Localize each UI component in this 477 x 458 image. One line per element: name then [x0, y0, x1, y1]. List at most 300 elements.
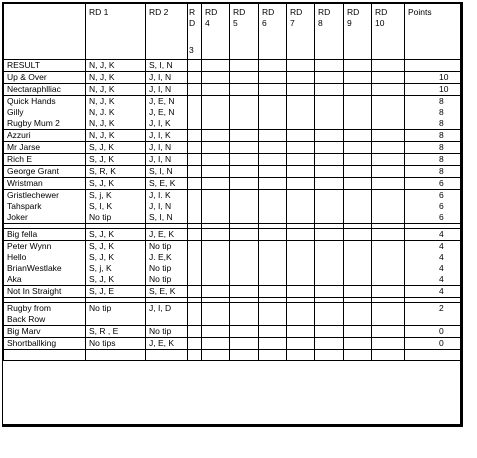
empty-round-cell [202, 229, 230, 241]
tip-rd1: No tips [89, 338, 116, 348]
cell-rd1 [86, 142, 146, 154]
empty-round-cell [230, 142, 259, 154]
cell-points [405, 96, 462, 130]
empty-round-cell [202, 154, 230, 166]
empty-round-cell [372, 326, 405, 338]
empty-round-cell [188, 130, 202, 142]
table-row [4, 96, 462, 130]
empty-round-cell [259, 60, 287, 72]
points-value: 4 [439, 241, 444, 251]
cell-points [405, 229, 462, 241]
empty-cell [86, 350, 146, 361]
cell-rd1 [86, 96, 146, 130]
empty-round-cell [315, 178, 344, 190]
cell-points [405, 72, 462, 84]
cell-points [405, 178, 462, 190]
empty-round-cell [188, 178, 202, 190]
empty-round-cell [259, 72, 287, 84]
table-row [4, 60, 462, 72]
header-rd3-bot: 3 [189, 45, 194, 55]
cell-rd1 [86, 178, 146, 190]
cell-points [405, 166, 462, 178]
tip-rd2: J, E, K [149, 229, 175, 239]
header-rd1: RD 1 [86, 4, 146, 60]
header-rd3-mid: D [189, 18, 196, 28]
empty-round-cell [372, 286, 405, 298]
tip-rd1: S, J, K [89, 241, 115, 251]
cell-rd2 [146, 326, 188, 338]
points-value: 8 [439, 166, 444, 176]
empty-round-cell [230, 96, 259, 130]
tip-rd2: J, E, N [149, 96, 175, 106]
cell-rd2 [146, 84, 188, 96]
participant-name: Hello [7, 252, 27, 262]
tip-rd1: S, J, K [89, 178, 115, 188]
tip-rd2: J, I, N [149, 154, 172, 164]
empty-round-cell [259, 241, 287, 286]
points-value [439, 60, 461, 71]
points-value: 6 [439, 201, 444, 211]
empty-round-cell [372, 166, 405, 178]
tip-rd1: N, J, K [89, 84, 115, 94]
empty-cell [4, 350, 86, 361]
empty-round-cell [230, 60, 259, 72]
empty-round-cell [344, 286, 372, 298]
header-rd4-a: RD [205, 7, 218, 17]
empty-round-cell [315, 72, 344, 84]
empty-round-cell [372, 338, 405, 350]
tip-rd1: N, J, K [89, 130, 115, 140]
table-row [4, 166, 462, 178]
empty-round-cell [315, 154, 344, 166]
empty-round-cell [344, 229, 372, 241]
points-value: 8 [439, 107, 444, 117]
header-rd6 [259, 4, 287, 60]
empty-cell [188, 350, 202, 361]
table-row [4, 338, 462, 350]
empty-round-cell [259, 84, 287, 96]
header-rd3 [188, 4, 202, 60]
points-value: 6 [439, 212, 444, 222]
empty-round-cell [344, 84, 372, 96]
header-name [4, 4, 86, 60]
empty-round-cell [287, 241, 315, 286]
empty-round-cell [315, 303, 344, 326]
header-rd3-top: R [189, 7, 196, 17]
cell-rd2 [146, 130, 188, 142]
empty-round-cell [202, 326, 230, 338]
header-points: Points [405, 4, 462, 60]
participant-name: Azzuri [7, 130, 31, 140]
empty-round-cell [315, 84, 344, 96]
cell-name [4, 303, 86, 326]
table-row [4, 303, 462, 326]
empty-round-cell [202, 303, 230, 326]
tip-rd2: S, I, N [149, 166, 173, 176]
table-row [4, 130, 462, 142]
participant-name: Big Marv [7, 326, 41, 336]
empty-round-cell [202, 166, 230, 178]
points-value: 4 [439, 286, 444, 296]
header-rd8-b: 8 [318, 18, 323, 28]
cell-name [4, 178, 86, 190]
empty-round-cell [344, 166, 372, 178]
empty-round-cell [230, 326, 259, 338]
participant-name: Mr Jarse [7, 142, 41, 152]
cell-rd2 [146, 166, 188, 178]
empty-round-cell [315, 130, 344, 142]
tip-rd2: S, E, K [149, 178, 176, 188]
empty-round-cell [202, 130, 230, 142]
cell-points [405, 60, 462, 72]
cell-rd2 [146, 303, 188, 326]
tip-rd2: J, I, N [149, 84, 172, 94]
table-row [4, 154, 462, 166]
cell-name [4, 84, 86, 96]
tipping-table [3, 3, 462, 361]
header-rd2: RD 2 [146, 4, 188, 60]
cell-name [4, 229, 86, 241]
empty-round-cell [287, 326, 315, 338]
empty-round-cell [287, 96, 315, 130]
cell-rd2 [146, 60, 188, 72]
empty-round-cell [372, 96, 405, 130]
header-rd10-b: 10 [375, 18, 385, 28]
empty-round-cell [315, 241, 344, 286]
empty-round-cell [188, 286, 202, 298]
participant-name: Shortballking [7, 338, 57, 348]
cell-name [4, 154, 86, 166]
cell-points [405, 154, 462, 166]
points-value: 4 [439, 263, 444, 273]
participant-name-line2: Back Row [7, 314, 46, 324]
participant-name: Not In Straight [7, 286, 62, 296]
cell-name [4, 96, 86, 130]
empty-round-cell [259, 303, 287, 326]
empty-round-cell [372, 84, 405, 96]
points-value: 4 [439, 229, 444, 239]
tip-rd1: S, J, K [89, 274, 115, 284]
empty-round-cell [287, 229, 315, 241]
participant-name: BrianWestlake [7, 263, 62, 273]
cell-name [4, 166, 86, 178]
tip-rd2: J, I, N [149, 201, 172, 211]
tip-rd1: S, j, K [89, 263, 112, 273]
empty-round-cell [372, 72, 405, 84]
empty-round-cell [230, 84, 259, 96]
empty-round-cell [287, 286, 315, 298]
empty-cell [202, 350, 230, 361]
tip-rd2: J, E, K [149, 338, 175, 348]
participant-name: Big fella [7, 229, 38, 239]
tip-rd2: J, I, D [149, 303, 172, 313]
tip-rd1: No tip [89, 303, 112, 313]
empty-round-cell [344, 326, 372, 338]
tip-rd2: No tip [149, 263, 172, 273]
empty-round-cell [230, 303, 259, 326]
empty-cell [405, 350, 462, 361]
table-row [4, 178, 462, 190]
cell-rd1 [86, 190, 146, 224]
table-row [4, 229, 462, 241]
empty-round-cell [344, 303, 372, 326]
empty-round-cell [259, 154, 287, 166]
empty-round-cell [188, 241, 202, 286]
header-rd4 [202, 4, 230, 60]
empty-round-cell [230, 229, 259, 241]
empty-round-cell [315, 142, 344, 154]
tip-rd1: N, J, K [89, 72, 115, 82]
tip-rd2: S, E, K [149, 286, 176, 296]
table-row [4, 72, 462, 84]
empty-round-cell [344, 142, 372, 154]
empty-cell [287, 350, 315, 361]
empty-round-cell [287, 84, 315, 96]
tip-rd1: S, J, K [89, 229, 115, 239]
cell-name [4, 286, 86, 298]
empty-round-cell [230, 154, 259, 166]
points-value: 8 [439, 130, 444, 140]
empty-round-cell [188, 166, 202, 178]
tip-rd1: S, j, K [89, 190, 112, 200]
cell-rd1 [86, 166, 146, 178]
empty-round-cell [372, 130, 405, 142]
cell-rd1 [86, 303, 146, 326]
header-rd9 [344, 4, 372, 60]
cell-rd2 [146, 229, 188, 241]
tipping-table-frame [2, 2, 463, 427]
tip-rd2: S, I, N [149, 60, 173, 70]
cell-rd2 [146, 142, 188, 154]
tip-rd2: J, E, N [149, 107, 175, 117]
empty-round-cell [315, 60, 344, 72]
empty-round-cell [259, 130, 287, 142]
points-value: 6 [439, 178, 444, 188]
empty-round-cell [344, 190, 372, 224]
cell-points [405, 303, 462, 326]
cell-rd2 [146, 190, 188, 224]
cell-rd1 [86, 338, 146, 350]
empty-round-cell [230, 166, 259, 178]
empty-round-cell [344, 154, 372, 166]
empty-round-cell [315, 96, 344, 130]
empty-round-cell [344, 96, 372, 130]
empty-round-cell [202, 190, 230, 224]
points-value: 6 [439, 190, 444, 200]
empty-round-cell [188, 72, 202, 84]
cell-rd2 [146, 72, 188, 84]
participant-name: George Grant [7, 166, 59, 176]
empty-round-cell [259, 286, 287, 298]
empty-cell [372, 350, 405, 361]
participant-name: Gilly [7, 107, 24, 117]
cell-points [405, 286, 462, 298]
tip-rd2: S, I, N [149, 212, 173, 222]
empty-round-cell [344, 130, 372, 142]
cell-rd1 [86, 326, 146, 338]
header-rd7 [287, 4, 315, 60]
participant-name: Joker [7, 212, 28, 222]
header-rd7-a: RD [290, 7, 303, 17]
tip-rd2: No tip [149, 274, 172, 284]
table-row [4, 84, 462, 96]
empty-round-cell [315, 166, 344, 178]
empty-round-cell [372, 154, 405, 166]
cell-rd1 [86, 60, 146, 72]
empty-round-cell [287, 190, 315, 224]
empty-round-cell [259, 338, 287, 350]
empty-round-cell [188, 142, 202, 154]
header-rd9-a: RD [347, 7, 360, 17]
cell-rd1 [86, 229, 146, 241]
tip-rd1: S, I, K [89, 201, 113, 211]
participant-name: Quick Hands [7, 96, 56, 106]
tip-rd1: S, J, E [89, 286, 115, 296]
header-rd10-a: RD [375, 7, 388, 17]
points-value: 4 [439, 274, 444, 284]
tip-rd1: S, J, K [89, 142, 115, 152]
empty-round-cell [230, 241, 259, 286]
cell-rd1 [86, 84, 146, 96]
empty-round-cell [202, 286, 230, 298]
tip-rd1: S, J, K [89, 252, 115, 262]
points-value: 0 [439, 326, 444, 336]
cell-name [4, 60, 86, 72]
empty-round-cell [188, 303, 202, 326]
tip-rd2: J, I, N [149, 72, 172, 82]
header-rd5-b: 5 [233, 18, 238, 28]
tip-rd1: S, R , E [89, 326, 119, 336]
tip-rd1: N, J. K [89, 107, 115, 117]
participant-name: Rugby Mum 2 [7, 118, 60, 128]
empty-cell [259, 350, 287, 361]
cell-points [405, 130, 462, 142]
participant-name: Up & Over [7, 72, 47, 82]
empty-round-cell [344, 72, 372, 84]
empty-round-cell [188, 190, 202, 224]
cell-points [405, 241, 462, 286]
empty-round-cell [230, 178, 259, 190]
header-rd6-a: RD [262, 7, 275, 17]
header-rd10 [372, 4, 405, 60]
participant-name: Rich E [7, 154, 33, 164]
empty-round-cell [344, 178, 372, 190]
cell-points [405, 84, 462, 96]
empty-round-cell [230, 130, 259, 142]
empty-round-cell [202, 142, 230, 154]
participant-name: Gristlechewer [7, 190, 59, 200]
header-rd6-b: 6 [262, 18, 267, 28]
table-row [4, 286, 462, 298]
points-value: 8 [439, 96, 444, 106]
empty-round-cell [259, 326, 287, 338]
cell-rd1 [86, 130, 146, 142]
table-row [4, 326, 462, 338]
participant-name: Aka [7, 274, 22, 284]
cell-rd2 [146, 154, 188, 166]
empty-round-cell [259, 96, 287, 130]
empty-round-cell [230, 190, 259, 224]
tip-rd1: N, J, K [89, 96, 115, 106]
cell-name [4, 72, 86, 84]
points-value: 10 [439, 72, 449, 82]
empty-round-cell [287, 154, 315, 166]
participant-name: RESULT [7, 60, 40, 70]
empty-round-cell [259, 166, 287, 178]
empty-round-cell [202, 84, 230, 96]
header-rd8 [315, 4, 344, 60]
points-value: 8 [439, 142, 444, 152]
cell-name [4, 130, 86, 142]
cell-rd1 [86, 286, 146, 298]
empty-round-cell [315, 338, 344, 350]
cell-points [405, 190, 462, 224]
table-row [4, 142, 462, 154]
empty-round-cell [315, 286, 344, 298]
empty-round-cell [202, 60, 230, 72]
empty-round-cell [202, 241, 230, 286]
tip-rd2: No tip [149, 326, 172, 336]
empty-round-cell [230, 286, 259, 298]
empty-round-cell [188, 229, 202, 241]
empty-round-cell [287, 338, 315, 350]
table-row [4, 241, 462, 286]
empty-round-cell [188, 96, 202, 130]
empty-round-cell [315, 326, 344, 338]
participant-name: Tahspark [7, 201, 42, 211]
empty-round-cell [230, 338, 259, 350]
participant-name: Rugby from [7, 303, 51, 313]
points-value: 0 [439, 338, 444, 348]
empty-round-cell [372, 178, 405, 190]
empty-cell [146, 350, 188, 361]
empty-round-cell [188, 60, 202, 72]
empty-cell [315, 350, 344, 361]
empty-round-cell [202, 178, 230, 190]
cell-points [405, 338, 462, 350]
table-row [4, 190, 462, 224]
cell-rd2 [146, 241, 188, 286]
points-value: 2 [439, 303, 444, 313]
empty-round-cell [372, 241, 405, 286]
cell-name [4, 142, 86, 154]
empty-round-cell [202, 338, 230, 350]
header-row [4, 4, 462, 60]
empty-round-cell [259, 178, 287, 190]
header-rd5 [230, 4, 259, 60]
cell-rd1 [86, 154, 146, 166]
empty-round-cell [287, 303, 315, 326]
empty-round-cell [287, 130, 315, 142]
cell-rd1 [86, 241, 146, 286]
cell-name [4, 241, 86, 286]
cell-rd2 [146, 338, 188, 350]
cell-name [4, 338, 86, 350]
empty-round-cell [344, 338, 372, 350]
tip-rd1: S, R, K [89, 166, 116, 176]
empty-round-cell [259, 190, 287, 224]
empty-round-cell [372, 303, 405, 326]
empty-round-cell [202, 96, 230, 130]
empty-cell [230, 350, 259, 361]
cell-rd2 [146, 96, 188, 130]
tip-rd1: No tip [89, 212, 112, 222]
empty-round-cell [287, 166, 315, 178]
empty-round-cell [259, 229, 287, 241]
cell-rd2 [146, 178, 188, 190]
header-rd8-a: RD [318, 7, 331, 17]
tip-rd2: J, I, K [149, 130, 171, 140]
